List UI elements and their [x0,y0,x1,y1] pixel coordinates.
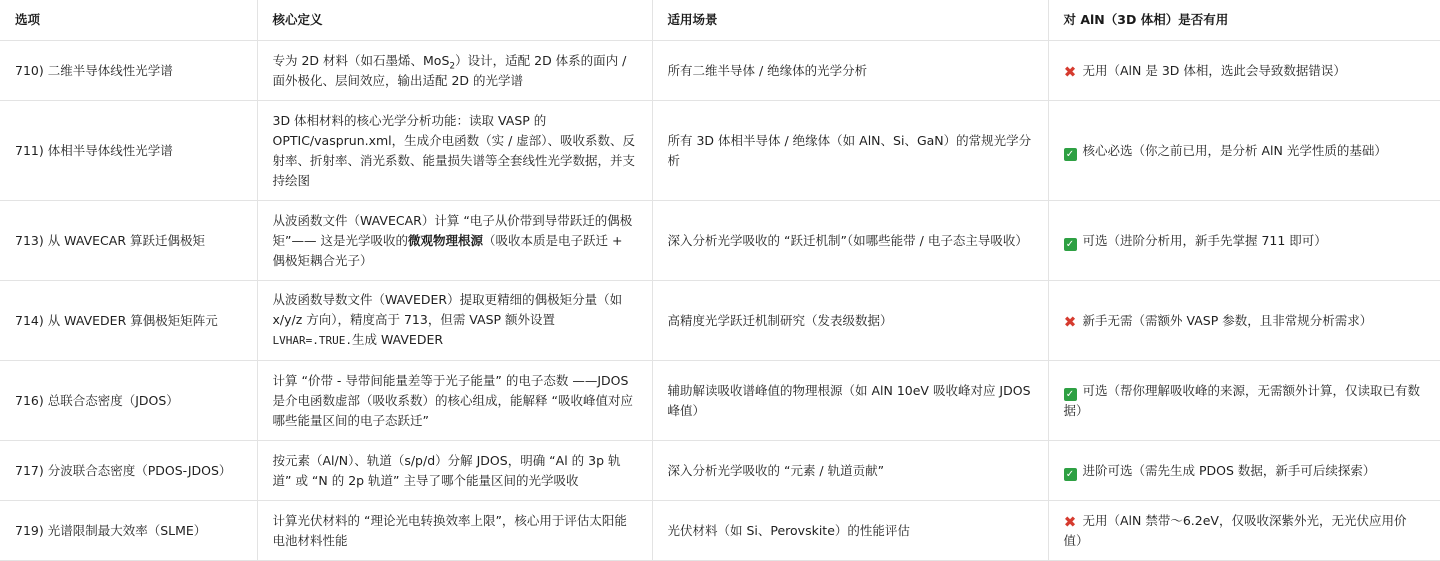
scenario-cell: 所有二维半导体 / 绝缘体的光学分析 [652,41,1048,101]
usefulness-text: 核心必选（你之前已用，是分析 AlN 光学性质的基础） [1082,142,1387,158]
usefulness-cell [1048,41,1440,101]
definition-cell [257,201,652,281]
definition-cell: 计算光伏材料的 “理论光电转换效率上限”，核心用于评估太阳能电池材料性能 [257,501,652,561]
table-row [0,201,1440,281]
option-cell: 714) 从 WAVEDER 算偶极矩矩阵元 [0,281,257,361]
check-mark-icon: ✓ [1064,238,1077,251]
header-usefulness: 对 AlN（3D 体相）是否有用 [1048,0,1440,41]
option-cell: 717) 分波联合态密度（PDOS-JDOS） [0,441,257,501]
usefulness-text: 进阶可选（需先生成 PDOS 数据，新手可后续探索） [1082,462,1376,478]
table-header [0,0,1440,41]
definition-text: （吸收本质是电子跃迁 + 偶极矩耦合光子） [272,232,623,268]
usefulness-text: 可选（帮你理解吸收峰的来源，无需额外计算，仅读取已有数据） [1063,382,1421,418]
scenario-cell: 深入分析光学吸收的 “元素 / 轨道贡献” [652,441,1048,501]
table-row [0,41,1440,101]
cross-mark-icon: ✖ [1063,62,1077,81]
definition-text: 从波函数文件（WAVECAR）计算 “电子从价带到导带跃迁的偶极矩”—— 这是光学吸收的 [272,212,633,248]
cross-mark-icon: ✖ [1063,512,1077,531]
table-row [0,501,1440,561]
definition-text: 从波函数导数文件（WAVEDER）提取更精细的偶极矩分量（如 x/y/z 方向），精度高于 713，但需 VASP 额外设置 [272,292,623,327]
usefulness-cell [1048,201,1440,281]
table-row [0,361,1440,441]
header-option: 选项 [0,0,257,41]
option-cell: 719) 光谱限制最大效率（SLME） [0,501,257,561]
code-text: LVHAR=.TRUE. [272,334,352,347]
usefulness-cell [1048,501,1440,561]
usefulness-text: 无用（AlN 禁带～6.2eV，仅吸收深紫外光，无光伏应用价值） [1063,512,1407,548]
subscript-text: 2 [449,61,456,71]
option-cell: 710) 二维半导体线性光学谱 [0,41,257,101]
header-definition: 核心定义 [257,0,652,41]
table-row [0,281,1440,361]
header-row [0,0,1440,41]
usefulness-cell [1048,281,1440,361]
table-row [0,441,1440,501]
header-scenario: 适用场景 [652,0,1048,41]
option-cell: 711) 体相半导体线性光学谱 [0,101,257,201]
definition-text: 专为 2D 材料（如石墨烯、MoS [272,52,450,68]
definition-cell: 按元素（Al/N）、轨道（s/p/d）分解 JDOS，明确 “Al 的 3p 轨道” 或 “N 的 2p 轨道” 主导了哪个能量区间的光学吸收 [257,441,652,501]
scenario-cell: 深入分析光学吸收的 “跃迁机制”（如哪些能带 / 电子态主导吸收） [652,201,1048,281]
cross-mark-icon: ✖ [1063,312,1077,331]
option-cell: 713) 从 WAVECAR 算跃迁偶极矩 [0,201,257,281]
definition-cell [257,281,652,361]
scenario-cell: 所有 3D 体相半导体 / 绝缘体（如 AlN、Si、GaN）的常规光学分析 [652,101,1048,201]
usefulness-cell [1048,441,1440,501]
usefulness-text: 可选（进阶分析用，新手先掌握 711 即可） [1082,232,1327,248]
definition-text: ）设计，适配 2D 体系的面内 / 面外极化、层间效应，输出适配 2D 的光学谱 [272,52,627,88]
check-mark-icon: ✓ [1064,388,1077,401]
option-cell: 716) 总联合态密度（JDOS） [0,361,257,441]
definition-text: 生成 WAVEDER [351,332,444,347]
definition-cell: 3D 体相材料的核心光学分析功能：读取 VASP 的 OPTIC/vasprun.xml，生成介电函数（实 / 虚部）、吸收系数、反射率、折射率、消光系数、能量损失谱等全套线性光学数据，并支持绘图 [257,101,652,201]
usefulness-cell [1048,361,1440,441]
usefulness-text: 无用（AlN 是 3D 体相，选此会导致数据错误） [1082,62,1346,78]
scenario-cell: 辅助解读吸收谱峰值的物理根源（如 AlN 10eV 吸收峰对应 JDOS 峰值） [652,361,1048,441]
check-mark-icon: ✓ [1064,468,1077,481]
emphasis-text: 微观物理根源 [407,232,483,248]
definition-cell [257,41,652,101]
table-row [0,101,1440,201]
scenario-cell: 高精度光学跃迁机制研究（发表级数据） [652,281,1048,361]
definition-cell: 计算 “价带 - 导带间能量差等于光子能量” 的电子态数 ——JDOS 是介电函数虚部（吸收系数）的核心组成，能解释 “吸收峰值对应哪些能量区间的电子态跃迁” [257,361,652,441]
scenario-cell: 光伏材料（如 Si、Perovskite）的性能评估 [652,501,1048,561]
usefulness-cell [1048,101,1440,201]
table-body [0,41,1440,561]
check-mark-icon: ✓ [1064,148,1077,161]
usefulness-text: 新手无需（需额外 VASP 参数，且非常规分析需求） [1082,312,1373,328]
